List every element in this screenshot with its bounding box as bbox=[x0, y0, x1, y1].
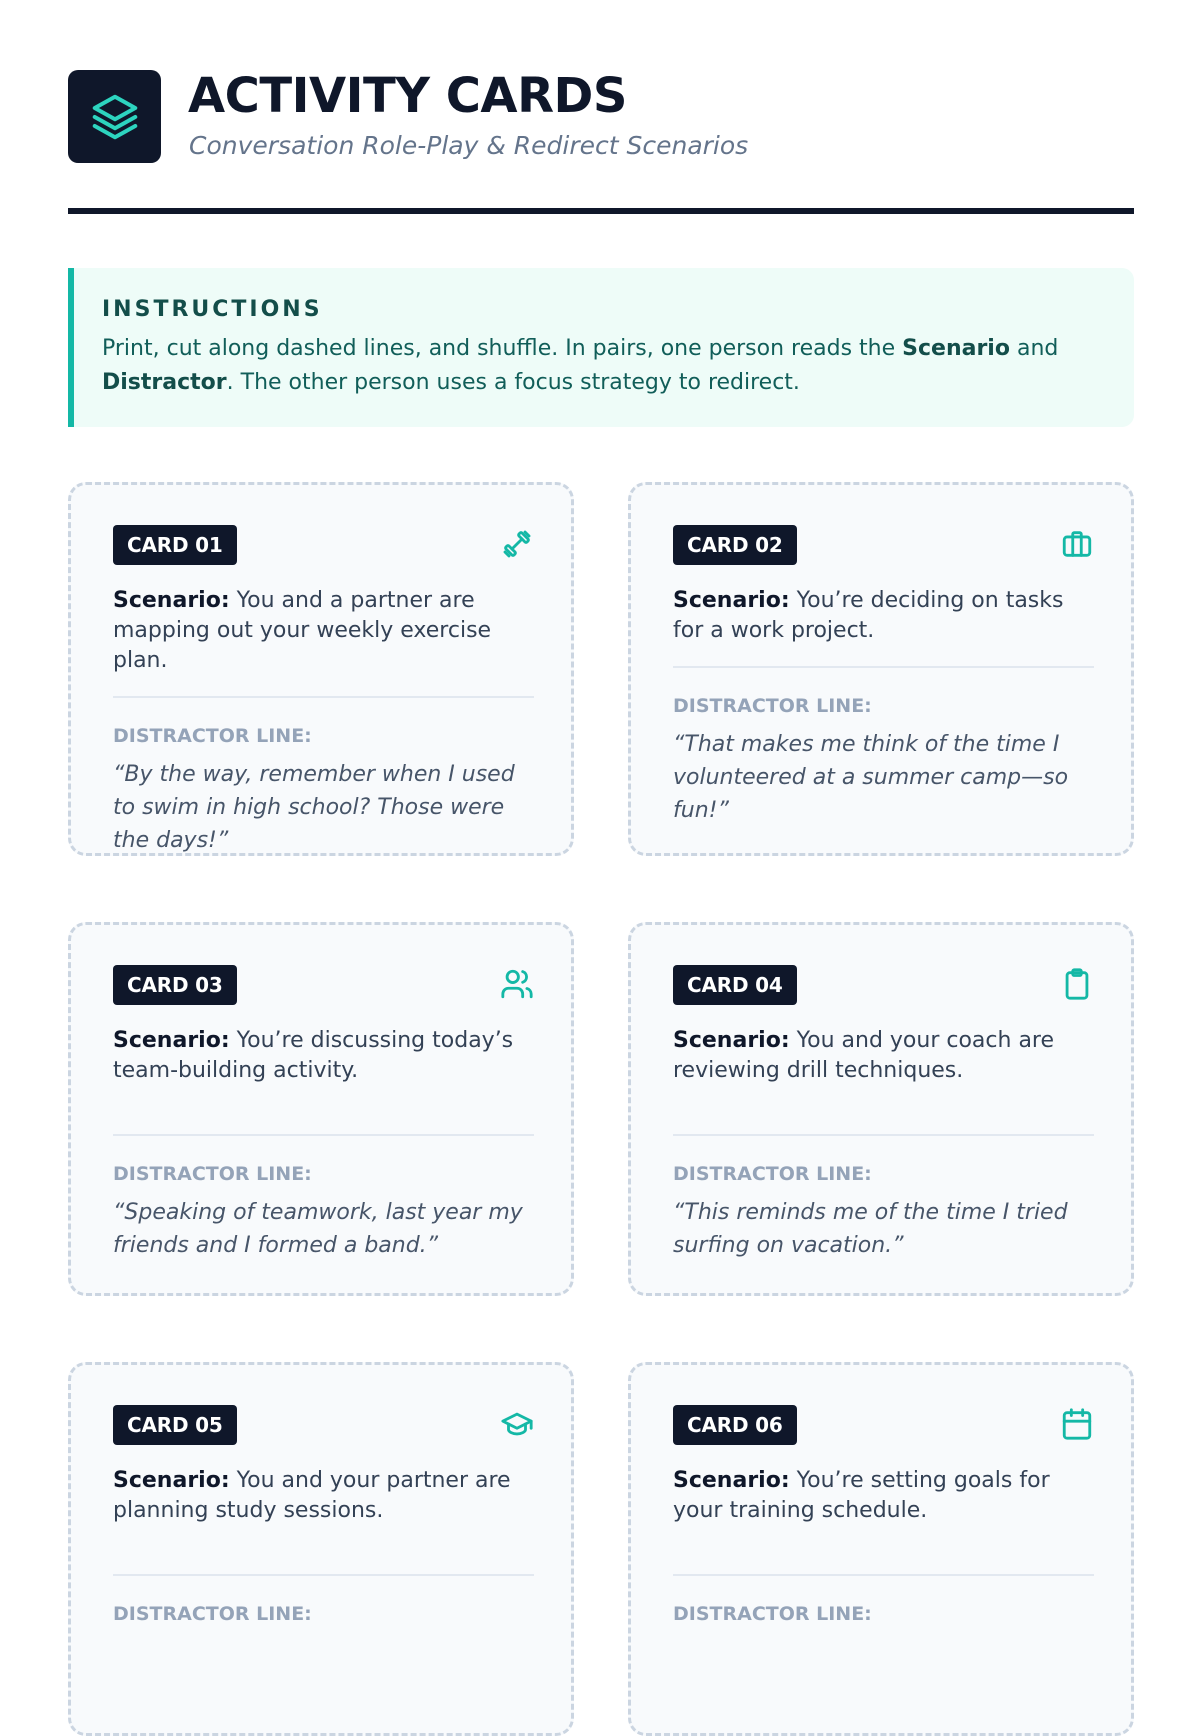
layers-icon bbox=[88, 90, 142, 144]
scenario-text: You’re deciding on tasks for a work project. bbox=[673, 588, 1064, 643]
card-divider bbox=[113, 696, 534, 698]
scenario-text: You and your coach are reviewing drill techniques. bbox=[673, 1028, 1055, 1083]
card-scenario bbox=[113, 586, 534, 676]
distractor-label: DISTRACTOR LINE: bbox=[113, 1163, 312, 1185]
distractor-label: DISTRACTOR LINE: bbox=[673, 695, 872, 717]
scenario-text: You and your partner are planning study sessions. bbox=[113, 1468, 511, 1523]
card-scenario bbox=[673, 586, 1094, 646]
scenario-label: Scenario: bbox=[673, 1028, 790, 1053]
scenario-label: Scenario: bbox=[113, 1468, 230, 1493]
instructions-text bbox=[102, 332, 1104, 400]
scenario-text: You’re setting goals for your training schedule. bbox=[673, 1468, 1050, 1523]
card-divider bbox=[673, 1574, 1094, 1576]
activity-card bbox=[68, 482, 574, 856]
card-scenario bbox=[673, 1026, 1094, 1086]
instructions-text-part: . The other person uses a focus strategy to redirect. bbox=[226, 370, 800, 395]
card-divider bbox=[673, 666, 1094, 668]
distractor-text: “This reminds me of the time I tried surfing on vacation.” bbox=[673, 1200, 1068, 1258]
distractor-label: DISTRACTOR LINE: bbox=[673, 1163, 872, 1185]
distractor-label: DISTRACTOR LINE: bbox=[113, 1603, 312, 1625]
instructions-panel bbox=[68, 268, 1134, 427]
card-scenario bbox=[113, 1026, 534, 1086]
users-icon bbox=[500, 967, 534, 1001]
distractor-text: “Speaking of teamwork, last year my friends and I formed a band.” bbox=[113, 1200, 523, 1258]
scenario-label: Scenario: bbox=[673, 1468, 790, 1493]
header-divider bbox=[68, 208, 1134, 214]
page-title: ACTIVITY CARDS bbox=[188, 68, 627, 124]
card-scenario bbox=[673, 1466, 1094, 1526]
scenario-label: Scenario: bbox=[113, 588, 230, 613]
graduation-cap-icon bbox=[500, 1407, 534, 1441]
instructions-text-part: and bbox=[1009, 336, 1059, 361]
instructions-text-part: Print, cut along dashed lines, and shuffle. In pairs, one person reads the bbox=[102, 336, 903, 361]
activity-card bbox=[628, 922, 1134, 1296]
card-badge: CARD 03 bbox=[113, 965, 237, 1005]
scenario-label: Scenario: bbox=[673, 588, 790, 613]
logo bbox=[68, 70, 161, 163]
activity-card bbox=[628, 1362, 1134, 1736]
distractor-label: DISTRACTOR LINE: bbox=[673, 1603, 872, 1625]
card-divider bbox=[673, 1134, 1094, 1136]
instructions-bold-scenario: Scenario bbox=[902, 336, 1010, 361]
clipboard-icon bbox=[1060, 967, 1094, 1001]
dumbbell-icon bbox=[500, 527, 534, 561]
card-badge: CARD 05 bbox=[113, 1405, 237, 1445]
card-divider bbox=[113, 1134, 534, 1136]
card-badge: CARD 06 bbox=[673, 1405, 797, 1445]
activity-card bbox=[68, 922, 574, 1296]
scenario-text: You and a partner are mapping out your weekly exercise plan. bbox=[113, 588, 492, 673]
distractor-text: “By the way, remember when I used to swim in high school? Those were the days!” bbox=[113, 762, 515, 853]
distractor-label: DISTRACTOR LINE: bbox=[113, 725, 312, 747]
page-subtitle: Conversation Role-Play & Redirect Scenarios bbox=[189, 131, 749, 160]
instructions-bold-distractor: Distractor bbox=[102, 370, 227, 395]
activity-card bbox=[68, 1362, 574, 1736]
card-divider bbox=[113, 1574, 534, 1576]
scenario-text: You’re discussing today’s team-building activity. bbox=[113, 1028, 514, 1083]
card-badge: CARD 01 bbox=[113, 525, 237, 565]
briefcase-icon bbox=[1060, 527, 1094, 561]
card-badge: CARD 04 bbox=[673, 965, 797, 1005]
header bbox=[68, 70, 1134, 214]
card-badge: CARD 02 bbox=[673, 525, 797, 565]
activity-card bbox=[628, 482, 1134, 856]
scenario-label: Scenario: bbox=[113, 1028, 230, 1053]
card-scenario bbox=[113, 1466, 534, 1526]
distractor-text: “That makes me think of the time I volunteered at a summer camp—so fun!” bbox=[673, 732, 1069, 823]
instructions-heading: INSTRUCTIONS bbox=[102, 297, 323, 322]
calendar-icon bbox=[1060, 1407, 1094, 1441]
